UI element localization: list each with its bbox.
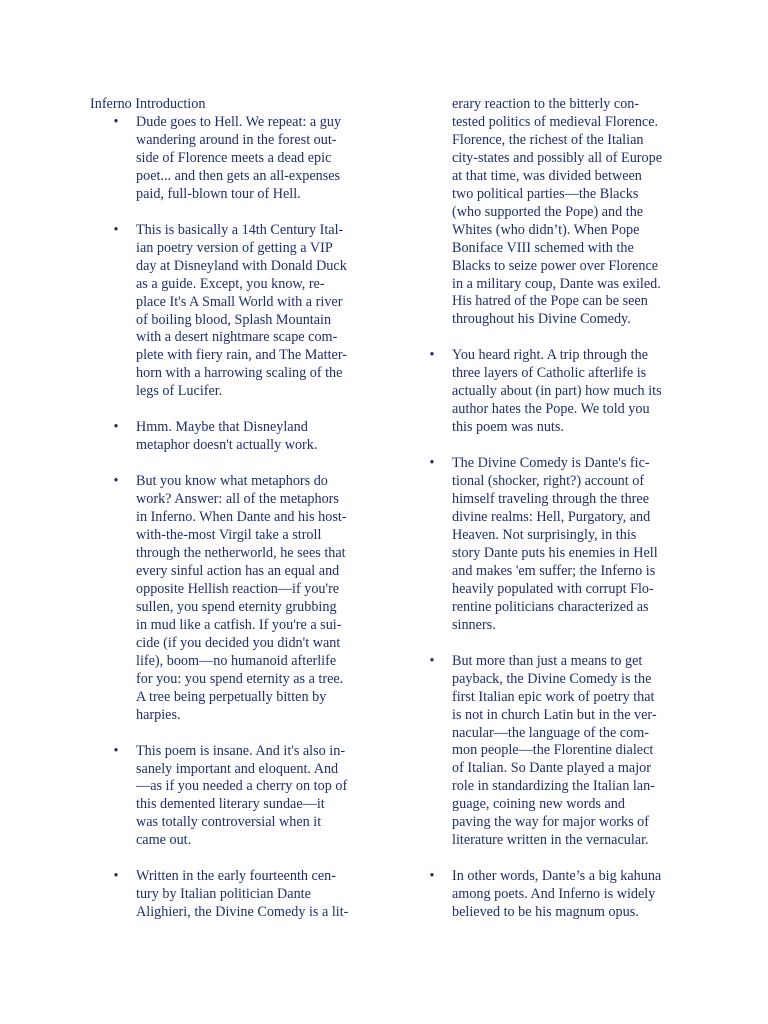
bullet-icon: • (113, 419, 119, 436)
paragraph-line: paving the way for major works of (452, 814, 649, 831)
paragraph-line: plete with fiery rain, and The Matter- (136, 347, 348, 364)
paragraph-line: A tree being perpetually bitten by (136, 688, 327, 705)
paragraph-line: city-states and possibly all of Europe (452, 149, 663, 166)
paragraph-line: himself traveling through the three (452, 491, 649, 508)
paragraph-line: (who supported the Pope) and the (452, 203, 644, 220)
paragraph-line: opposite Hellish reaction—if you're (136, 580, 340, 597)
paragraph-line: day at Disneyland with Donald Duck (136, 257, 347, 274)
paragraph-line: His hatred of the Pope can be seen (452, 293, 648, 310)
paragraph-line: nacular—the language of the com- (452, 724, 649, 741)
paragraph-line: three layers of Catholic afterlife is (452, 365, 647, 382)
bullet-item-9 (426, 653, 688, 850)
paragraph-line: payback, the Divine Comedy is the (452, 670, 652, 687)
paragraph-spacer (110, 850, 372, 868)
bullet-item-8 (426, 455, 688, 635)
paragraph-spacer (426, 329, 688, 347)
paragraph-line: mon people—the Florentine dialect (452, 742, 654, 759)
paragraph-spacer (110, 204, 372, 222)
paragraph-line: tested politics of medieval Florence. (452, 113, 659, 130)
paragraph-line: with a desert nightmare scape com- (136, 329, 338, 346)
paragraph-line: of boiling blood, Splash Mountain (136, 311, 332, 328)
paragraph-line: among poets. And Inferno is widely (452, 886, 656, 903)
bullet-item-7 (426, 347, 688, 437)
paragraph-line: poet... and then gets an all-expenses (136, 167, 341, 184)
bullet-item-3 (110, 419, 372, 455)
paragraph-line: metaphor doesn't actually work. (136, 437, 318, 454)
paragraph-spacer (426, 635, 688, 653)
paragraph-line: tury by Italian politician Dante (136, 886, 311, 903)
paragraph-line: Alighieri, the Divine Comedy is a lit- (136, 904, 349, 921)
paragraph-line: Heaven. Not surprisingly, in this (452, 526, 637, 543)
bullet-item-2 (110, 222, 372, 402)
paragraph-line: throughout his Divine Comedy. (452, 311, 631, 328)
paragraph-line: In other words, Dante’s a big kahuna (452, 868, 662, 885)
paragraph-line: sullen, you spend eternity grubbing (136, 598, 337, 615)
paragraph-line: first Italian epic work of poetry that (452, 688, 655, 705)
paragraph-line: through the netherworld, he sees that (136, 545, 346, 562)
bullet-icon: • (113, 114, 119, 130)
bullet-item-10 (426, 868, 688, 922)
paragraph-line: in mud like a catfish. If you're a sui- (136, 616, 342, 633)
paragraph-line: horn with a harrowing scaling of the (136, 365, 343, 382)
bullet-icon: • (113, 868, 119, 885)
paragraph-line: But more than just a means to get (452, 652, 643, 669)
paragraph-line: Hmm. Maybe that Disneyland (136, 419, 308, 436)
paragraph-line: legs of Lucifer. (136, 383, 223, 400)
paragraph-line: harpies. (136, 706, 181, 723)
paragraph-line: Dude goes to Hell. We repeat: a guy (136, 114, 342, 130)
paragraph-line: this poem was nuts. (452, 419, 564, 436)
paragraph-line: Blacks to seize power over Florence (452, 257, 659, 274)
bullet-item-4 (110, 473, 372, 724)
paragraph-line: every sinful action has an equal and (136, 562, 340, 579)
paragraph-line: two political parties—the Blacks (452, 185, 639, 202)
paragraph-line: with-the-most Virgil take a stroll (136, 527, 322, 544)
paragraph-line: Boniface VIII schemed with the (452, 239, 634, 256)
paragraph-line: was totally controversial when it (136, 814, 322, 831)
paragraph-line: heavily populated with corrupt Flo- (452, 580, 654, 597)
paragraph-line: But you know what metaphors do (136, 473, 328, 490)
bullet-item-6 (110, 868, 372, 922)
paragraph-line: wandering around in the forest out- (136, 131, 337, 148)
continued-paragraph (426, 96, 688, 329)
bullet-icon: • (429, 347, 435, 364)
paragraph-line: rentine politicians characterized as (452, 598, 649, 615)
paragraph-line: life), boom—no humanoid afterlife (136, 652, 337, 669)
paragraph-line: Florence, the richest of the Italian (452, 131, 644, 148)
paragraph-line: place It's A Small World with a river (136, 293, 343, 310)
paragraph-line: divine realms: Hell, Purgatory, and (452, 509, 651, 526)
paragraph-line: side of Florence meets a dead epic (136, 149, 332, 166)
page-title: Inferno Introduction (90, 96, 206, 112)
paragraph-line: and makes 'em suffer; the Inferno is (452, 562, 656, 579)
paragraph-line: actually about (in part) how much its (452, 383, 662, 400)
paragraph-line: This is basically a 14th Century Ital- (136, 221, 344, 238)
bullet-icon: • (429, 868, 435, 885)
paragraph-line: Whites (who didn’t). When Pope (452, 221, 640, 238)
paragraph-line: The Divine Comedy is Dante's fic- (452, 455, 650, 472)
paragraph-line: guage, coining new words and (452, 796, 625, 813)
paragraph-spacer (110, 401, 372, 419)
bullet-icon: • (113, 473, 119, 490)
paragraph-line: paid, full-blown tour of Hell. (136, 185, 301, 202)
paragraph-line: You heard right. A trip through the (452, 347, 648, 364)
paragraph-line: came out. (136, 832, 192, 849)
paragraph-spacer (110, 455, 372, 473)
paragraph-line: work? Answer: all of the metaphors (136, 491, 339, 508)
bullet-icon: • (113, 742, 119, 759)
paragraph-line: This poem is insane. And it's also in- (136, 742, 346, 759)
paragraph-line: for you: you spend eternity as a tree. (136, 670, 344, 687)
paragraph-line: ian poetry version of getting a VIP (136, 239, 333, 256)
bullet-item-1 (110, 114, 372, 204)
paragraph-line: sanely important and eloquent. And (136, 760, 339, 777)
paragraph-line: Written in the early fourteenth cen- (136, 868, 336, 885)
bullet-icon: • (113, 221, 119, 238)
paragraph-spacer (426, 437, 688, 455)
bullet-icon: • (429, 652, 435, 669)
paragraph-line: tional (shocker, right?) account of (452, 473, 645, 490)
paragraph-line: this demented literary sundae—it (136, 796, 325, 813)
paragraph-line: erary reaction to the bitterly con- (452, 96, 640, 112)
paragraph-line: in a military coup, Dante was exiled. (452, 275, 661, 292)
paragraph-line: author hates the Pope. We told you (452, 401, 650, 418)
paragraph-line: in Inferno. When Dante and his host- (136, 509, 347, 526)
paragraph-spacer (110, 725, 372, 743)
bullet-item-5 (110, 743, 372, 851)
bullet-icon: • (429, 455, 435, 472)
paragraph-line: —as if you needed a cherry on top of (136, 778, 348, 795)
paragraph-line: story Dante puts his enemies in Hell (452, 544, 658, 561)
paragraph-line: literature written in the vernacular. (452, 832, 649, 849)
paragraph-line: as a guide. Except, you know, re- (136, 275, 325, 292)
paragraph-line: believed to be his magnum opus. (452, 904, 639, 921)
paragraph-line: is not in church Latin but in the ver- (452, 706, 657, 723)
paragraph-line: role in standardizing the Italian lan- (452, 778, 655, 795)
left-column-bullet-list (110, 114, 372, 922)
right-column-bullet-list (426, 96, 688, 922)
paragraph-line: cide (if you decided you didn't want (136, 634, 341, 651)
paragraph-line: sinners. (452, 616, 496, 633)
paragraph-line: of Italian. So Dante played a major (452, 760, 651, 777)
paragraph-line: at that time, was divided between (452, 167, 642, 184)
paragraph-spacer (426, 850, 688, 868)
